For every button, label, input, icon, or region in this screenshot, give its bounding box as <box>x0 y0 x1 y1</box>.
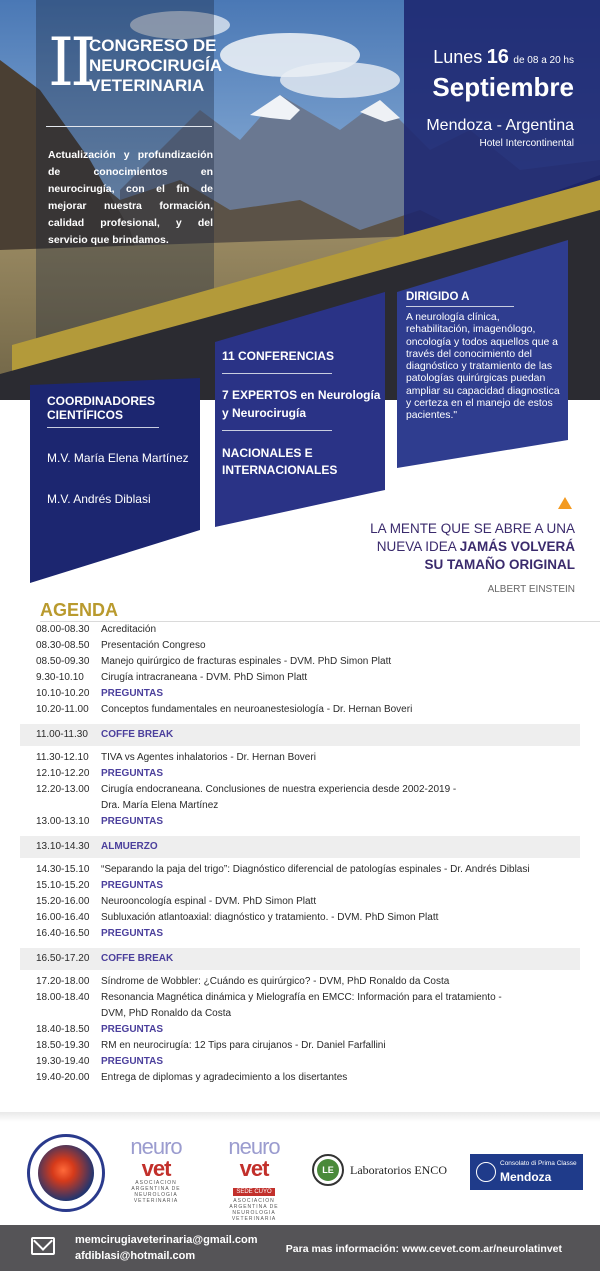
agenda-time: 08.30-08.50 <box>36 640 90 651</box>
agenda-questions: PREGUNTAS <box>101 688 164 699</box>
agenda-row <box>0 638 600 654</box>
quote-line-2-bold: JAMÁS VOLVERÁ <box>459 539 575 554</box>
info-panels <box>0 0 600 600</box>
agenda-time: 18.00-18.40 <box>36 992 90 1003</box>
agenda-description: Acreditación <box>101 624 157 635</box>
national-international: NACIONALES E INTERNACIONALES <box>222 446 338 477</box>
agenda-row <box>0 814 600 830</box>
agenda-time: 15.10-15.20 <box>36 880 90 891</box>
brain-icon <box>38 1145 94 1201</box>
quote-line-3 <box>255 556 575 574</box>
agenda-row <box>0 654 600 670</box>
agenda-time: 19.40-20.00 <box>36 1072 90 1083</box>
laboratorios-enco-name: Laboratorios ENCO <box>350 1163 447 1177</box>
footer <box>0 1225 600 1271</box>
quote-line-2 <box>255 538 575 556</box>
neurovet-subtitle: ASOCIACION ARGENTINA DE NEUROLOGIA VETERINARIA <box>131 1180 181 1204</box>
agenda-time: 11.00-11.30 <box>36 729 88 740</box>
more-info-link[interactable]: Para mas información: www.cevet.com.ar/neurolatinvet <box>285 1243 562 1255</box>
agenda-row <box>0 990 600 1022</box>
triangle-icon <box>558 497 572 509</box>
intro-text: Actualización y profundización de conocimientos en neurocirugía, con el fin de mejorar nuestra formación, calidad profesional, y del servicio que brindamos. <box>48 149 213 246</box>
latin-association-seal-logo <box>27 1134 105 1212</box>
coordinators-divider <box>47 427 159 428</box>
agenda-row <box>0 670 600 686</box>
agenda-row <box>0 910 600 926</box>
day-number: 16 <box>486 46 509 68</box>
agenda-row <box>0 1070 600 1086</box>
agenda-time: 14.30-15.10 <box>36 864 90 875</box>
agenda-description: ALMUERZO <box>101 841 158 852</box>
conferences-count: 11 CONFERENCIAS <box>222 349 335 363</box>
agenda-description: “Separando la paja del trigo”: Diagnóstico diferencial de patologías espinales - Dr. Andrés Diblasi <box>101 864 530 875</box>
quote-author: ALBERT EINSTEIN <box>487 584 575 595</box>
agenda-list <box>0 622 600 1086</box>
agenda-time: 15.20-16.00 <box>36 896 90 907</box>
agenda-description-line-2: DVM, PhD Ronaldo da Costa <box>101 1008 232 1019</box>
agenda-questions: PREGUNTAS <box>101 928 164 939</box>
laboratorios-enco-logo <box>312 1154 344 1186</box>
neurovet-line-1: neuro <box>130 1134 182 1159</box>
agenda-row <box>0 766 600 782</box>
neurovet-cuyo-line-2: vet <box>239 1156 269 1181</box>
agenda-time: 11.30-12.10 <box>36 752 89 763</box>
quote-line-1: LA MENTE QUE SE ABRE A UNA <box>370 521 575 536</box>
quote-line-3-bold: SU TAMAÑO ORIGINAL <box>424 557 575 572</box>
agenda-time: 12.10-12.20 <box>36 768 90 779</box>
title-line-1: CONGRESO DE <box>89 36 217 55</box>
quote-line-2-text: NUEVA IDEA <box>376 539 460 554</box>
agenda-description: Neurooncología espinal - DVM. PhD Simon Platt <box>101 896 317 907</box>
agenda-row <box>0 686 600 702</box>
einstein-quote <box>255 520 575 574</box>
agenda-description <box>101 990 591 1022</box>
agenda-row <box>0 702 600 718</box>
le-mark: LE <box>317 1159 339 1181</box>
sponsors-divider <box>0 1112 600 1122</box>
consulate-logo <box>470 1154 583 1190</box>
dirigido-divider <box>406 306 514 307</box>
neurovet-logo <box>120 1136 192 1204</box>
emblem-icon <box>476 1162 496 1182</box>
day-name: Lunes <box>433 47 483 67</box>
event-city: Mendoza - Argentina <box>426 117 574 134</box>
event-month: Septiembre <box>432 72 574 102</box>
agenda-description-line-1: Resonancia Magnética dinámica y Mielografía en EMCC: Información para el tratamiento - <box>101 992 502 1003</box>
agenda-questions: PREGUNTAS <box>101 1056 164 1067</box>
agenda-time: 17.20-18.00 <box>36 976 90 987</box>
agenda-questions: PREGUNTAS <box>101 768 164 779</box>
consulate-line-1: Consolato di Prima Classe <box>500 1160 577 1167</box>
sede-cuyo-tag: SEDE CUYO <box>233 1188 274 1196</box>
agenda-break-row <box>20 724 580 746</box>
agenda-description: Manejo quirúrgico de fracturas espinales - DVM. PhD Simon Platt <box>101 656 392 667</box>
email-link[interactable]: afdiblasi@hotmail.com <box>75 1250 196 1262</box>
agenda-questions: PREGUNTAS <box>101 816 164 827</box>
agenda-time: 13.00-13.10 <box>36 816 90 827</box>
experts-count: 7 EXPERTOS en Neurología y Neurocirugía <box>222 388 381 420</box>
mail-icon <box>31 1237 55 1255</box>
coordinator-name: M.V. María Elena Martínez <box>47 451 189 465</box>
agenda-time: 18.40-18.50 <box>36 1024 90 1035</box>
agenda-row <box>0 894 600 910</box>
agenda-time: 13.10-14.30 <box>36 841 90 852</box>
agenda-description-line-1: Cirugía endocraneana. Conclusiones de nuestra experiencia desde 2002-2019 - <box>101 784 457 795</box>
agenda-questions: PREGUNTAS <box>101 880 164 891</box>
event-venue: Hotel Intercontinental <box>479 138 574 149</box>
agenda-row <box>0 622 600 638</box>
agenda-time: 19.30-19.40 <box>36 1056 90 1067</box>
title-line-2: NEUROCIRUGÍA <box>89 56 223 75</box>
agenda-row <box>0 862 600 878</box>
agenda-time: 16.40-16.50 <box>36 928 90 939</box>
agenda-break-row <box>20 836 580 858</box>
agenda-row <box>0 974 600 990</box>
neurovet-cuyo-logo <box>218 1136 290 1222</box>
conferences-divider-1 <box>222 373 332 374</box>
agenda-title: AGENDA <box>40 600 119 620</box>
agenda-row <box>0 878 600 894</box>
agenda-row <box>0 1022 600 1038</box>
title-line-3: VETERINARIA <box>89 76 205 95</box>
agenda-row <box>0 750 600 766</box>
agenda-time: 16.50-17.20 <box>36 953 90 964</box>
agenda-description: RM en neurocirugía: 12 Tips para cirujanos - Dr. Daniel Farfallini <box>101 1040 386 1051</box>
conferences-divider-2 <box>222 430 332 431</box>
event-hours: de 08 a 20 hs <box>513 55 574 66</box>
agenda-description: Cirugía intracraneana - DVM. PhD Simon Platt <box>101 672 308 683</box>
agenda-row <box>0 782 600 814</box>
neurovet-cuyo-subtitle: ASOCIACION ARGENTINA DE NEUROLOGIA VETERINARIA <box>229 1198 279 1222</box>
neurovet-line-2: vet <box>141 1156 171 1181</box>
agenda-time: 08.00-08.30 <box>36 624 90 635</box>
agenda-description: Conceptos fundamentales en neuroanestesiología - Dr. Hernan Boveri <box>101 704 413 715</box>
dirigido-text: A neurología clínica, rehabilitación, imagenólogo, oncología y todos aquellos que a través del conocimiento del diagnóstico y tratamiento de las patologías quirúrgicas puedan ampliar su capacidad diagnostica y certeza en el manejo de estos pacientes." <box>406 312 560 422</box>
agenda-row <box>0 926 600 942</box>
agenda-time: 18.50-19.30 <box>36 1040 90 1051</box>
neurovet-cuyo-line-1: neuro <box>228 1134 280 1159</box>
agenda-break-row <box>20 948 580 970</box>
agenda-time: 9.30-10.10 <box>36 672 84 683</box>
email-link[interactable]: memcirugiaveterinaria@gmail.com <box>75 1234 258 1246</box>
agenda-description: COFFE BREAK <box>101 729 174 740</box>
agenda-row <box>0 1038 600 1054</box>
agenda-time: 10.20-11.00 <box>36 704 89 715</box>
coordinator-name: M.V. Andrés Diblasi <box>47 492 151 506</box>
agenda-description: COFFE BREAK <box>101 953 174 964</box>
agenda-description: Entrega de diplomas y agradecimiento a los disertantes <box>101 1072 348 1083</box>
agenda-description: TIVA vs Agentes inhalatorios - Dr. Hernan Boveri <box>101 752 316 763</box>
agenda-description <box>101 782 591 814</box>
dirigido-title: DIRIGIDO A <box>406 291 470 303</box>
agenda-time: 08.50-09.30 <box>36 656 90 667</box>
agenda-time: 16.00-16.40 <box>36 912 90 923</box>
consulate-line-2: Mendoza <box>500 1170 552 1184</box>
agenda-description-line-2: Dra. María Elena Martínez <box>101 800 219 811</box>
agenda-description: Presentación Congreso <box>101 640 206 651</box>
congress-number: II <box>48 24 93 101</box>
agenda-time: 12.20-13.00 <box>36 784 90 795</box>
coordinators-title: COORDINADORES CIENTÍFICOS <box>47 394 156 422</box>
agenda-row <box>0 1054 600 1070</box>
agenda-description: Subluxación atlantoaxial: diagnóstico y tratamiento. - DVM. PhD Simon Platt <box>101 912 439 923</box>
agenda-time: 10.10-10.20 <box>36 688 90 699</box>
agenda-description: Síndrome de Wobbler: ¿Cuándo es quirúrgico? - DVM, PhD Ronaldo da Costa <box>101 976 450 987</box>
agenda-questions: PREGUNTAS <box>101 1024 164 1035</box>
